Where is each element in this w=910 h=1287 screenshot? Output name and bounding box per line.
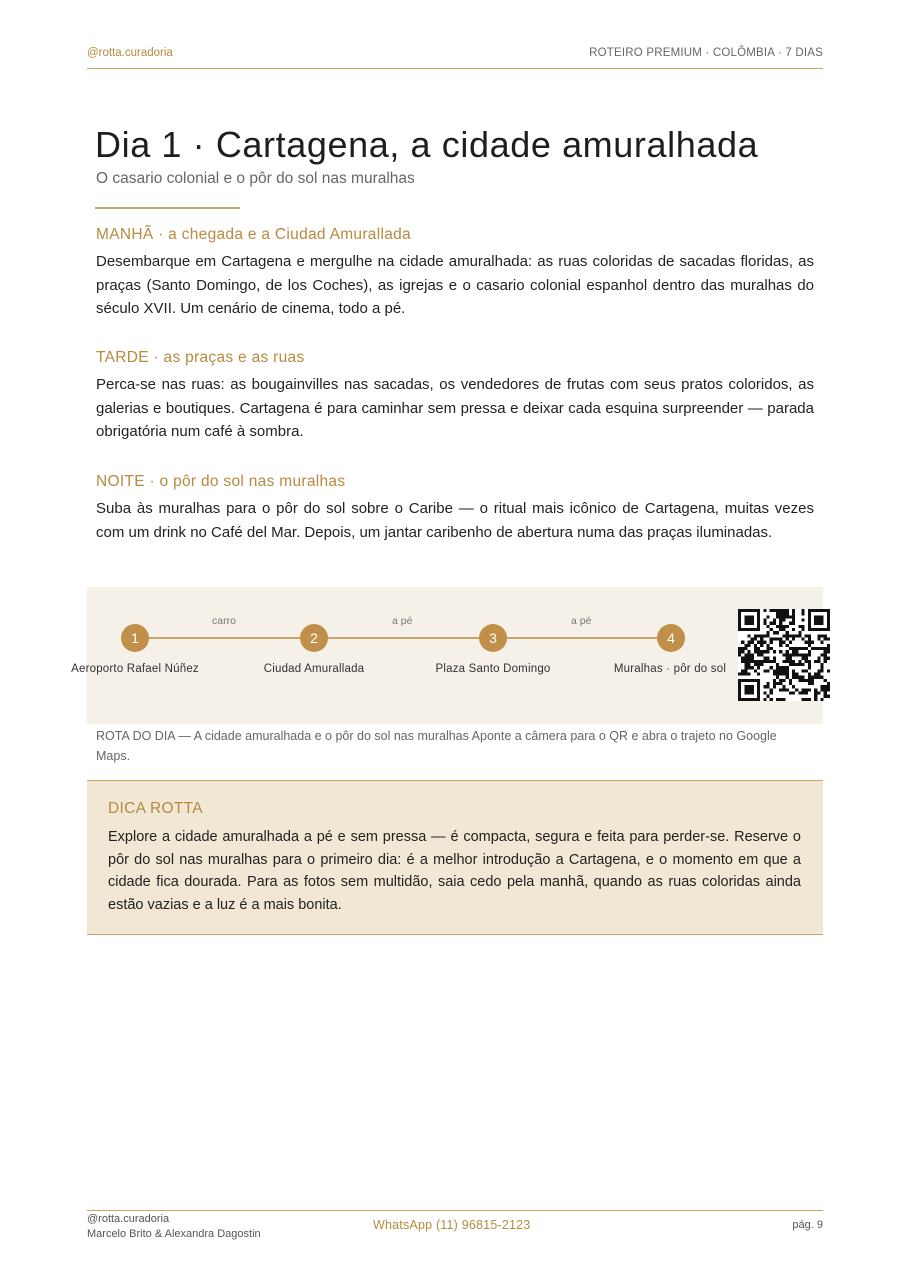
section-text-night: Suba às muralhas para o pôr do sol sobre o Caribe — o ritual mais icônico de Cartagena, muitas vezes com um drink no Café del Mar. Depois, um jantar caribenho de abertura numa das praças iluminadas.	[96, 500, 814, 541]
page-subtitle: O casario colonial e o pôr do sol nas muralhas	[96, 170, 415, 187]
section-text-morning: Desembarque em Cartagena e mergulhe na cidade amuralhada: as ruas coloridas de sacadas floridas, as praças (Santo Domingo, de los Coches), as igrejas e o casario colonial espanhol dentro das muralhas do século XVII. Um cenário de cinema, todo a pé.	[96, 253, 814, 317]
section-heading-night: NOITE · o pôr do sol nas muralhas	[96, 473, 346, 490]
section-text-afternoon: Perca-se nas ruas: as bougainvilles nas sacadas, os vendedores de frutas com seus pratos coloridos, as galerias e boutiques. Cartagena é para caminhar sem pressa e deixar cada esquina surpreender — parada obrigatória num café à sombra.	[96, 376, 814, 440]
tip-box	[87, 780, 823, 935]
route-stop-marker-2: 2	[300, 624, 328, 652]
route-stop-marker-4: 4	[657, 624, 685, 652]
footer-authors: Marcelo Brito & Alexandra Dagostin	[87, 1228, 261, 1240]
route-mode-3: a pé	[571, 615, 592, 627]
route-stop-marker-3: 3	[479, 624, 507, 652]
tip-title: DICA ROTTA	[108, 800, 203, 817]
qr-code-icon[interactable]	[738, 609, 830, 701]
page-header	[87, 46, 823, 69]
route-mode-2: a pé	[392, 615, 413, 627]
route-stop-marker-1: 1	[121, 624, 149, 652]
tip-text: Explore a cidade amuralhada a pé e sem pressa — é compacta, segura e feita para perder-se. Reserve o pôr do sol nas muralhas para o primeiro dia: é a melhor introdução a Cartagena, e o momento em que a cidade fica dourada. Para as fotos sem multidão, saia cedo pela manhã, quando as ruas coloridas ainda estão vazias e a luz é a mais bonita.	[108, 829, 801, 913]
header-tagline: ROTEIRO PREMIUM · COLÔMBIA · 7 DIAS	[589, 47, 823, 59]
route-stop-label-4: Muralhas · pôr do sol	[613, 663, 727, 675]
route-stop-label-3: Plaza Santo Domingo	[435, 663, 551, 675]
route-stop-label-1: Aeroporto Rafael Núñez	[71, 663, 199, 675]
title-divider	[95, 207, 240, 209]
section-heading-afternoon: TARDE · as praças e as ruas	[96, 349, 305, 366]
footer-brand: @rotta.curadoria	[87, 1213, 170, 1225]
section-heading-morning: MANHÃ · a chegada e a Ciudad Amurallada	[96, 226, 411, 243]
route-mode-1: carro	[212, 615, 236, 627]
header-brand: @rotta.curadoria	[87, 47, 173, 59]
page-number: pág. 9	[792, 1219, 823, 1231]
page-footer	[87, 1210, 823, 1251]
footer-whatsapp-link[interactable]: WhatsApp (11) 96815-2123	[373, 1218, 531, 1232]
route-line	[135, 637, 671, 639]
route-map-panel	[71, 587, 823, 724]
route-stop-label-2: Ciudad Amurallada	[263, 663, 365, 675]
route-caption: ROTA DO DIA — A cidade amuralhada e o pôr do sol nas muralhas Aponte a câmera para o QR e abra o trajeto no Google Maps.	[96, 729, 777, 763]
page-title: Dia 1 · Cartagena, a cidade amuralhada	[95, 124, 759, 165]
